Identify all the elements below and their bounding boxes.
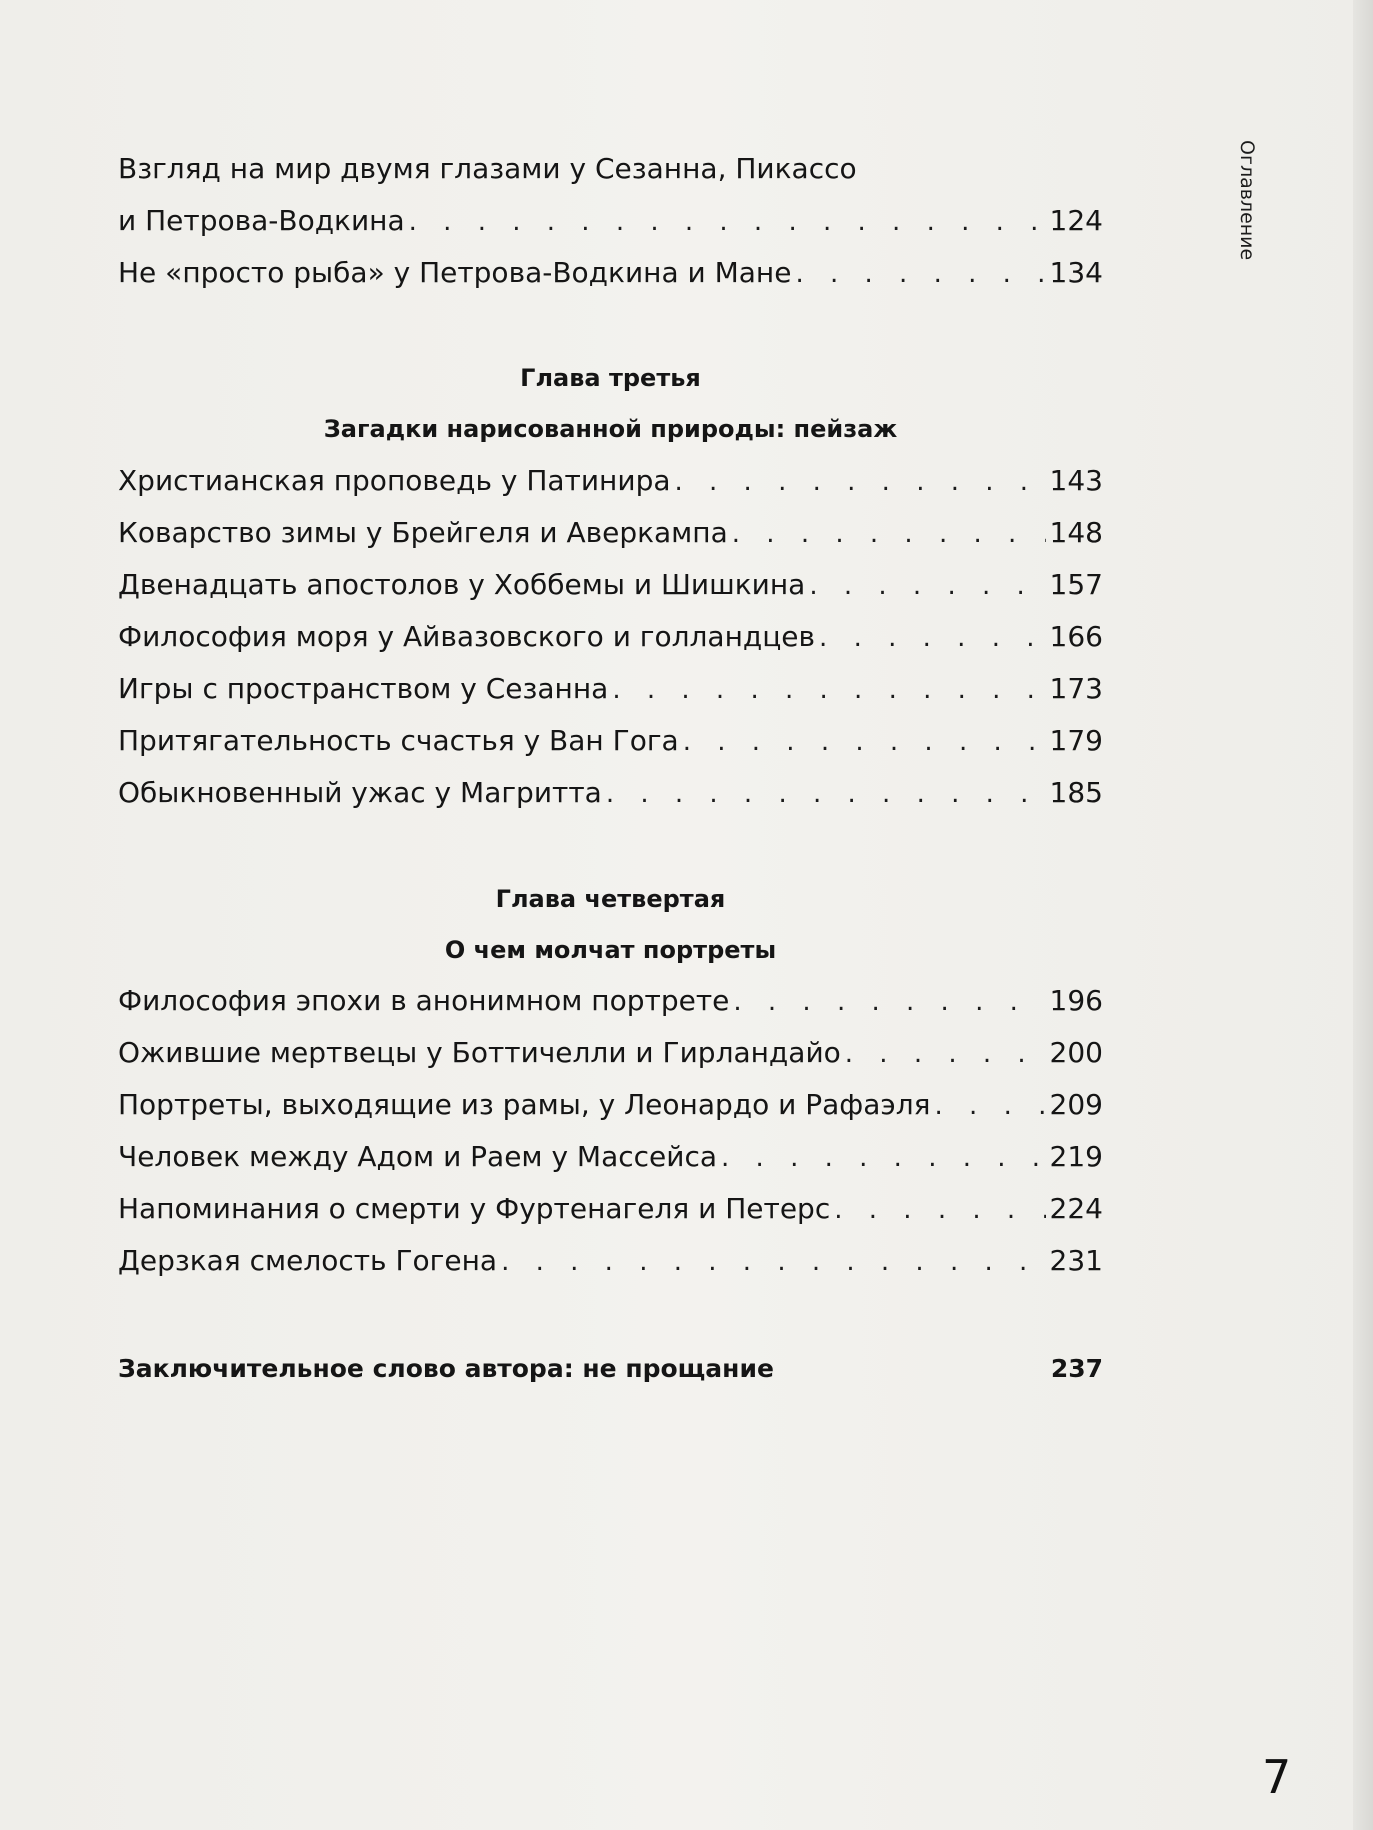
toc-entry — [118, 199, 1103, 243]
toc-entry — [118, 719, 1103, 763]
toc-entry-page: 157 — [1049, 568, 1103, 601]
toc-entry — [118, 147, 1103, 191]
toc-entry-page: 224 — [1049, 1192, 1103, 1225]
dot-leader — [834, 1188, 1045, 1232]
toc-entry-title: Взгляд на мир двумя глазами у Сезанна, Пикассо — [118, 152, 857, 185]
dot-leader — [683, 720, 1046, 764]
toc-entry-title: и Петрова-Водкина — [118, 204, 405, 237]
toc-entry-title: Портреты, выходящие из рамы, у Леонардо и Рафаэля — [118, 1088, 931, 1121]
dot-leader — [809, 564, 1045, 608]
toc-entry-page: 237 — [1050, 1354, 1103, 1383]
toc-entry-page: 209 — [1049, 1088, 1103, 1121]
toc-entry-page: 231 — [1049, 1244, 1103, 1277]
toc-entry-title: Обыкновенный ужас у Магритта — [118, 776, 602, 809]
dot-leader — [733, 980, 1045, 1024]
dot-leader — [409, 200, 1046, 244]
dot-leader — [501, 1240, 1045, 1284]
dot-leader — [819, 616, 1046, 660]
toc-entry — [118, 979, 1103, 1023]
toc-entry-title: Игры с пространством у Сезанна — [118, 672, 609, 705]
toc-entry-title: Двенадцать апостолов у Хоббемы и Шишкина — [118, 568, 806, 601]
toc-entry-page: 185 — [1049, 776, 1103, 809]
page-number: 7 — [1262, 1750, 1292, 1804]
toc-entry-title: Человек между Адом и Раем у Массейса — [118, 1140, 718, 1173]
toc-entry-page: 134 — [1049, 256, 1103, 289]
running-head-text: Оглавление — [1236, 140, 1258, 261]
toc-entry — [118, 511, 1103, 555]
chapter-label: Глава третья — [520, 364, 701, 392]
toc-entry-page: 200 — [1049, 1036, 1103, 1069]
toc-entry — [118, 771, 1103, 815]
toc-entry-title: Дерзкая смелость Гогена — [118, 1244, 498, 1277]
dot-leader — [732, 512, 1046, 556]
toc-entry-page: 196 — [1049, 984, 1103, 1017]
toc-entry — [118, 459, 1103, 503]
toc-entry-page: 143 — [1049, 464, 1103, 497]
toc-entry — [118, 563, 1103, 607]
toc-entry-title: Коварство зимы у Брейгеля и Аверкампа — [118, 516, 728, 549]
toc-entry-title: Христианская проповедь у Патинира — [118, 464, 671, 497]
toc-entry-title: Философия моря у Айвазовского и голландцев — [118, 620, 816, 653]
dot-leader — [606, 772, 1046, 816]
toc-entry — [118, 1239, 1103, 1283]
toc-entry-title: Заключительное слово автора: не прощание — [118, 1354, 774, 1383]
toc-entry — [118, 1135, 1103, 1179]
dot-leader — [845, 1032, 1046, 1076]
chapter-title: Загадки нарисованной природы: пейзаж — [323, 415, 898, 443]
toc-entry-page: 173 — [1049, 672, 1103, 705]
chapter-label: Глава четвертая — [495, 885, 726, 913]
toc-entry — [118, 1031, 1103, 1075]
toc-entry — [118, 1083, 1103, 1127]
toc-entry-page: 179 — [1049, 724, 1103, 757]
toc-entry-page: 124 — [1049, 204, 1103, 237]
toc-entry-title: Не «просто рыба» у Петрова-Водкина и Мане — [118, 256, 792, 289]
toc-entry-page: 166 — [1049, 620, 1103, 653]
page-edge-shadow — [1353, 0, 1373, 1830]
toc-entry — [118, 615, 1103, 659]
dot-leader — [612, 668, 1045, 712]
toc-entry-page: 148 — [1049, 516, 1103, 549]
toc-entry-title: Напоминания о смерти у Фуртенагеля и Петерс — [118, 1192, 831, 1225]
running-head — [1230, 140, 1270, 300]
toc-entry — [118, 1187, 1103, 1231]
toc-entry — [118, 667, 1103, 711]
toc-entry-closing — [118, 1347, 1103, 1391]
dot-leader — [675, 460, 1046, 504]
chapter-title: О чем молчат портреты — [444, 936, 777, 964]
toc-entry — [118, 251, 1103, 295]
toc-entry-title: Ожившие мертвецы у Боттичелли и Гирландайо — [118, 1036, 841, 1069]
toc-entry-title: Притягательность счастья у Ван Гога — [118, 724, 679, 757]
toc-entry-page: 219 — [1049, 1140, 1103, 1173]
dot-leader — [795, 252, 1045, 296]
dot-leader — [935, 1084, 1046, 1128]
dot-leader — [721, 1136, 1046, 1180]
toc-entry-title: Философия эпохи в анонимном портрете — [118, 984, 730, 1017]
